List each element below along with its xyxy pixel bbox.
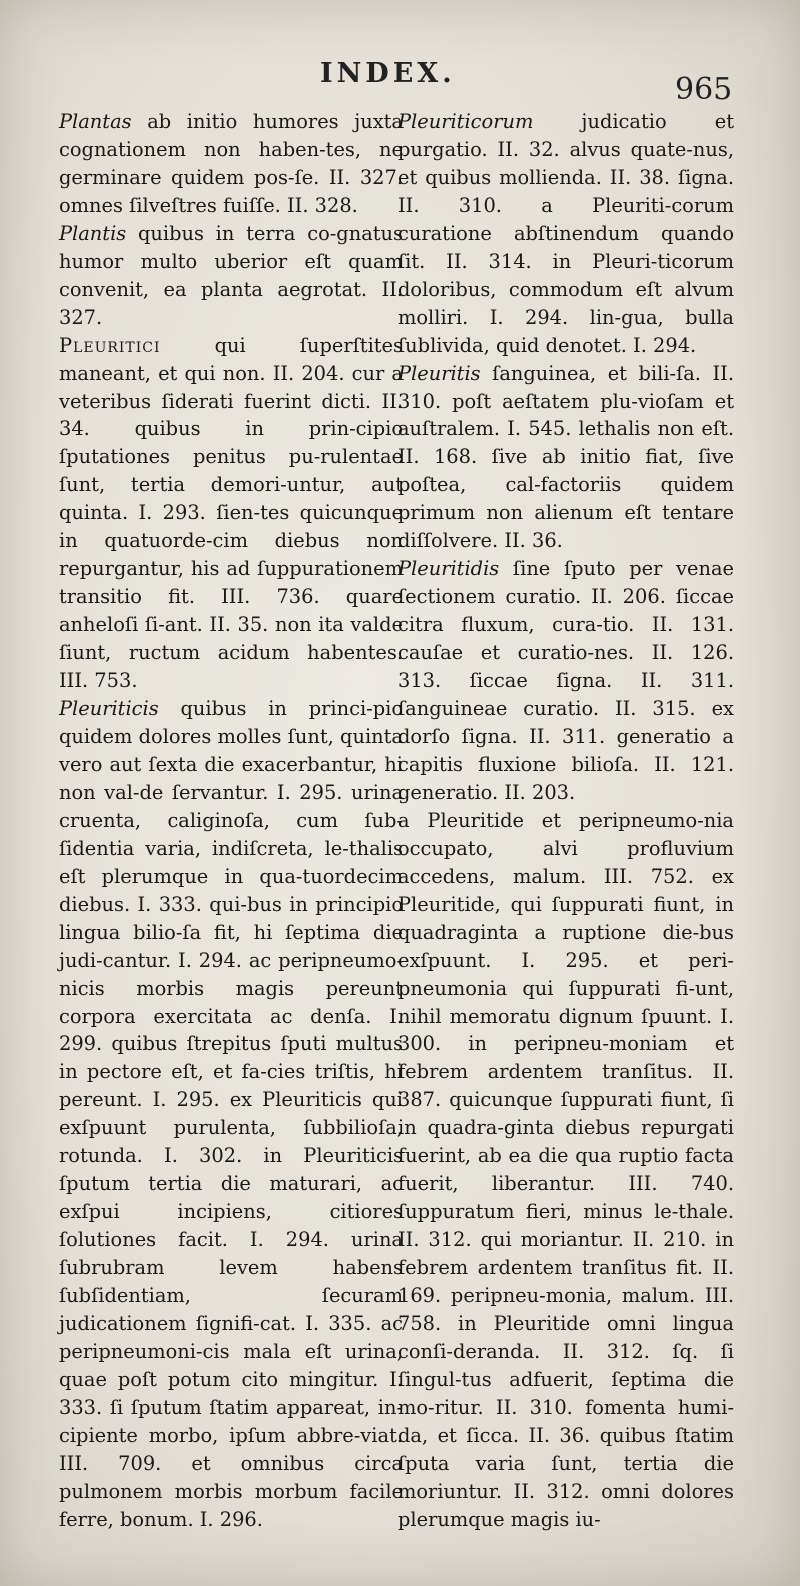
index-entry (59, 695, 403, 1534)
entry-headword: Plantis (59, 221, 127, 245)
entry-headword: Pleuritidis (398, 557, 500, 581)
entry-headword: Pleuritis (398, 361, 481, 385)
index-entry (398, 108, 734, 360)
entry-text: et peripneumo-nia occupato, alvi profluvium accedens, malum. III. 752. ex Pleuritide, qui ſuppurati fiunt, in quadraginta a ruptione die-bus exſpuunt. I. 295. et peri-pneumonia qui ſuppurati fi-unt, nihil memoratu dignum ſpuunt. I. 300. in peripneu-moniam et febrem ardentem tranſitus. II. 387. quicunque ſuppurati fiunt, ſi in quadra-ginta diebus repurgati fuerint, ab ea die qua ruptio facta fuerit, liberantur. III. 740. ſuppuratum fieri, minus le-thale. II. 312. qui moriantur. II. 210. in febrem ardentem tranſitus fit. II. 169. peripneu-monia, malum. III. 758. in Pleuritide omni lingua conſi-deranda. II. 312. ſq. ſi ſingul-tus adfuerit, ſeptima die mo-ritur. II. 310. fomenta humi-da, et ſicca. II. 36. quibus ſtatim ſputa varia ſunt, tertia die moriuntur. II. 312. omni dolores plerumque magis iu- (398, 808, 734, 1531)
page-number: 965 (675, 72, 733, 107)
right-column (398, 108, 734, 1534)
entry-text: quibus in terra co-gnatus humor multo uberior eſt quam convenit, ea planta aegrotat. II. 327. (59, 221, 403, 329)
index-entry (59, 108, 403, 220)
running-title: INDEX. (320, 58, 456, 89)
entry-text: ſine ſputo per venae ſectionem curatio. II. 206. ſiccae citra fluxum, cura-tio. II. 131. cauſae et curatio-nes. II. 126. 313. ſiccae ſigna. II. 311. ſanguineae curatio. II. 315. ex dorſo ſigna. II. 311. generatio a capitis fluxione bilioſa. II. 121. generatio. II. 203. (398, 557, 734, 804)
entry-headword: Pleuriticis (59, 697, 159, 721)
index-entry (398, 807, 734, 1534)
page-header (0, 56, 800, 108)
index-entry (59, 332, 403, 695)
entry-text: qui ſuperſtites maneant, et qui non. II. 204. cur a veteribus ſiderati fuerint dicti. II. 34. quibus in prin-cipio ſputationes penitus pu-rulentae ſunt, tertia demori-untur, aut quinta. I. 293. ſien-tes quicunque in quatuorde-cim diebus non repurgantur, his ad ſuppurationem transitio fit. III. 736. quare anheloſi ſi-ant. II. 35. non ita valde ſiunt, ructum acidum habentes. III. 753. (59, 333, 403, 693)
entry-text: quibus in princi-pio quidem dolores molles ſunt, quinta vero aut ſexta die exacerbantur, hi non val-de ſervantur. I. 295. urina cruenta, caliginoſa, cum ſub-ſidentia varia, indiſcreta, le-thalis eſt plerumque in qua-tuordecim diebus. I. 333. qui-bus in principio lingua bilio-ſa fit, hi ſeptima die judi-cantur. I. 294. ac peripneumo-nicis morbis magis pereunt corpora exercitata ac denſa. I. 299. quibus ſtrepitus ſputi multus in pectore eſt, et fa-cies triſtis, hi pereunt. I. 295. ex Pleuriticis qui exſpuunt purulenta, ſubbilioſa, rotunda. I. 302. in Pleuriticis ſputum tertia die maturari, ac exſpui incipiens, citiores ſolutiones facit. I. 294. urina ſubrubram levem habens ſubſidentiam, ſecuram judicationem ſignifi-cat. I. 335. ac peripneumoni-cis mala eſt urina, quae poſt potum cito mingitur. I. 333. ſi ſputum ſtatim appareat, in-cipiente morbo, ipſum abbre-viat. III. 709. et omnibus circa pulmonem morbis morbum facile ferre, bonum. I. 296. (59, 697, 403, 1531)
entry-headword: Pleuriticorum (398, 110, 534, 133)
index-entry (59, 220, 403, 332)
index-entry (398, 555, 734, 807)
entry-headword: Plantas (59, 110, 132, 133)
entry-headword: a Pleuritide (398, 808, 524, 832)
left-column (59, 108, 403, 1534)
entry-headword: Pleuritici (59, 333, 161, 357)
entry-text: judicatio et purgatio. II. 32. alvus quate-nus, et quibus mollienda. II. 38. ſigna. II. 310. a Pleuriti-corum curatione abſtinendum quando ſit. II. 314. in Pleuri-ticorum doloribus, commodum eſt alvum molliri. I. 294. lin-gua, bulla ſublivida, quid denotet. I. 294. (398, 110, 734, 357)
entry-text: ab initio humores juxta cognationem non haben-tes, ne germinare quidem pos-ſe. II. 327. omnes ſilveſtres fuiſſe. II. 328. (59, 110, 403, 217)
index-entry (398, 360, 734, 556)
entry-text: ſanguinea, et bili-ſa. II. 310. poſt aeſtatem plu-vioſam et auſtralem. I. 545. lethalis non eſt. II. 168. ſive ab initio fiat, ſive poſtea, cal-factoriis quidem primum non alienum eſt tentare diſſolvere. II. 36. (398, 361, 734, 553)
